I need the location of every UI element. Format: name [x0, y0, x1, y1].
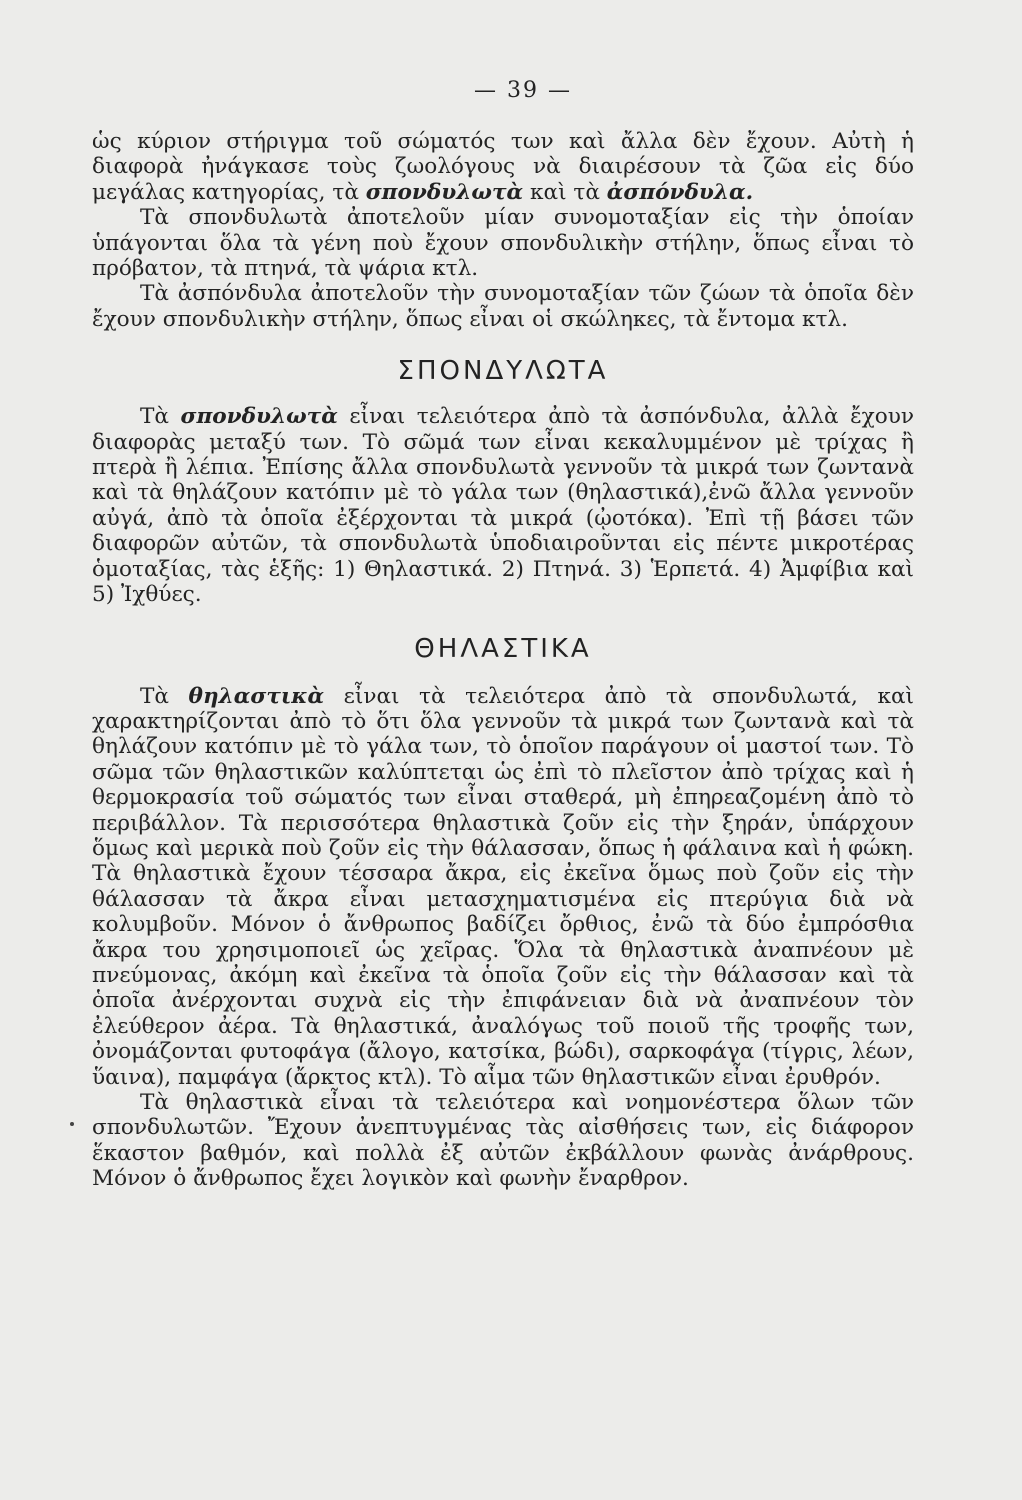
vertebrates-p1-rest: εἶναι τελειότερα ἀπὸ τὰ ἀσπόνδυλα, ἀλλὰ ἔχουν διαφορὰς μεταξύ των. Τὸ σῶμά των εἶναι κεκαλυμμένον μὲ τρίχας ἢ πτερὰ ἢ λέπια. Ἐπίσης ἄλλα σπονδυλωτὰ γεννοῦν τὰ μικρά των ζωντανὰ καὶ τὰ θηλάζουν κατόπιν μὲ τὸ γάλα των (θηλαστικά),ἐνῶ ἄλλα γεννοῦν αὐγά, ἀπὸ τὰ ὁποῖα ἐξέρχονται τὰ μικρά (ᾠοτόκα). Ἐπὶ τῇ βάσει τῶν διαφορῶν αὐτῶν, τὰ σπονδυλωτὰ ὑποδιαιροῦνται εἰς πέντε μικροτέρας ὁμοταξίας, τὰς ἑξῆς: 1) Θηλαστικά. 2) Πτηνά. 3) Ἑρπετά. 4) Ἀμφίβια καὶ 5) Ἰχθύες.	[92, 404, 914, 608]
vertebrates-p1-start: Τὰ	[140, 404, 181, 430]
term-mammals: θηλαστικὰ	[188, 683, 325, 709]
intro-paragraph-2: Τὰ σπονδυλωτὰ ἀποτελοῦν μίαν συνομοταξίαν εἰς τὴν ὁποίαν ὑπάγονται ὅλα τὰ γένη ποὺ ἔχουν σπονδυλικὴν στήλην, ὅπως εἶναι τὸ πρόβατον, τὰ πτηνά, τὰ ψάρια κτλ.	[92, 205, 914, 282]
intro-paragraph-3: Τὰ ἀσπόνδυλα ἀποτελοῦν τὴν συνομοταξίαν τῶν ζώων τὰ ὁποῖα δὲν ἔχουν σπονδυλικὴν στήλην, ὅπως εἶναι οἱ σκώληκες, τὰ ἔντομα κτλ.	[92, 281, 914, 332]
heading-vertebrates: ΣΠΟΝΔΥΛΩΤΑ	[397, 356, 609, 387]
intro-paragraph-1	[92, 129, 914, 205]
mammals-paragraph-2: Τὰ θηλαστικὰ εἶναι τὰ τελειότερα καὶ νοημονέστερα ὅλων τῶν σπονδυλωτῶν. Ἔχουν ἀνεπτυγμένας τὰς αἰσθήσεις των, εἰς διάφορον ἕκαστον βαθμόν, καὶ πολλὰ ἐξ αὐτῶν ἐκβάλλουν φωνὰς ἀνάρθρους. Μόνον ὁ ἄνθρωπος ἔχει λογικὸν καὶ φωνὴν ἔναρθρον.	[92, 1090, 914, 1192]
margin-ink-dot	[70, 1122, 74, 1126]
page-number: — 39 —	[474, 78, 572, 103]
mammals-p1-start: Τὰ	[140, 683, 189, 709]
mammals-section	[92, 684, 914, 1192]
mammals-paragraph-1	[92, 684, 914, 1091]
intro-p1-text: ὡς κύριον στήριγμα τοῦ σώματός των καὶ ἄλλα δὲν ἔχουν. Αὐτὴ ἡ διαφορὰ ἠνάγκασε τοὺς ζωολόγους νὰ διαιρέσουν τὰ ζῶα εἰς δύο μεγάλας κατηγορίας, τὰ	[92, 129, 914, 205]
intro-section	[92, 129, 914, 332]
term-vertebrates: σπονδυλωτὰ	[365, 179, 524, 205]
term-invertebrates: ἀσπόνδυλα.	[606, 179, 754, 205]
vertebrates-section	[92, 404, 914, 607]
vertebrates-paragraph-1	[92, 404, 914, 607]
heading-mammals: ΘΗΛΑΣΤΙΚΑ	[414, 633, 592, 664]
intro-p1-mid: καὶ τὰ	[523, 179, 607, 205]
mammals-p1-rest: εἶναι τὰ τελειότερα ἀπὸ τὰ σπονδυλωτά, καὶ χαρακτηρίζονται ἀπὸ τὸ ὅτι ὅλα γεννοῦν τὰ μικρά των ζωντανὰ καὶ τὰ θηλάζουν κατόπιν μὲ τὸ γάλα των, τὸ ὁποῖον παράγουν οἱ μαστοί των. Τὸ σῶμα τῶν θηλαστικῶν καλύπτεται ὡς ἐπὶ τὸ πλεῖστον ἀπὸ τρίχας καὶ ἡ θερμοκρασία τοῦ σώματός των εἶναι σταθερά, μὴ ἐπηρεαζομένη ἀπὸ τὸ περιβάλλον. Τὰ περισσότερα θηλαστικὰ ζοῦν εἰς τὴν ξηράν, ὑπάρχουν ὅμως καὶ μερικὰ ποὺ ζοῦν εἰς τὴν θάλασσαν, ὅπως ἡ φάλαινα καὶ ἡ φώκη. Τὰ θηλαστικὰ ἔχουν τέσσαρα ἄκρα, εἰς ἐκεῖνα ὅμως ποὺ ζοῦν εἰς τὴν θάλασσαν τὰ ἄκρα εἶναι μετασχηματισμένα εἰς πτερύγια διὰ νὰ κολυμβοῦν. Μόνον ὁ ἄνθρωπος βαδίζει ὄρθιος, ἐνῶ τὰ δύο ἐμπρόσθια ἄκρα του χρησιμοποιεῖ ὡς χεῖρας. Ὅλα τὰ θηλαστικὰ ἀναπνέουν μὲ πνεύμονας, ἀκόμη καὶ ἐκεῖνα τὰ ὁποῖα ζοῦν εἰς τὴν θάλασσαν καὶ τὰ ὁποῖα ἀνέρχονται συχνὰ εἰς τὴν ἐπιφάνειαν διὰ νὰ ἀναπνέουν τὸν ἐλεύθερον ἀέρα. Τὰ θηλαστικά, ἀναλόγως τοῦ ποιοῦ τῆς τροφῆς των, ὀνομάζονται φυτοφάγα (ἄλογο, κατσίκα, βώδι), σαρκοφάγα (τίγρις, λέων, ὕαινα), παμφάγα (ἄρκτος κτλ). Τὸ αἷμα τῶν θηλαστικῶν εἶναι ἐρυθρόν.	[92, 683, 914, 1090]
term-vertebrates-2: σπονδυλωτὰ	[180, 404, 338, 430]
